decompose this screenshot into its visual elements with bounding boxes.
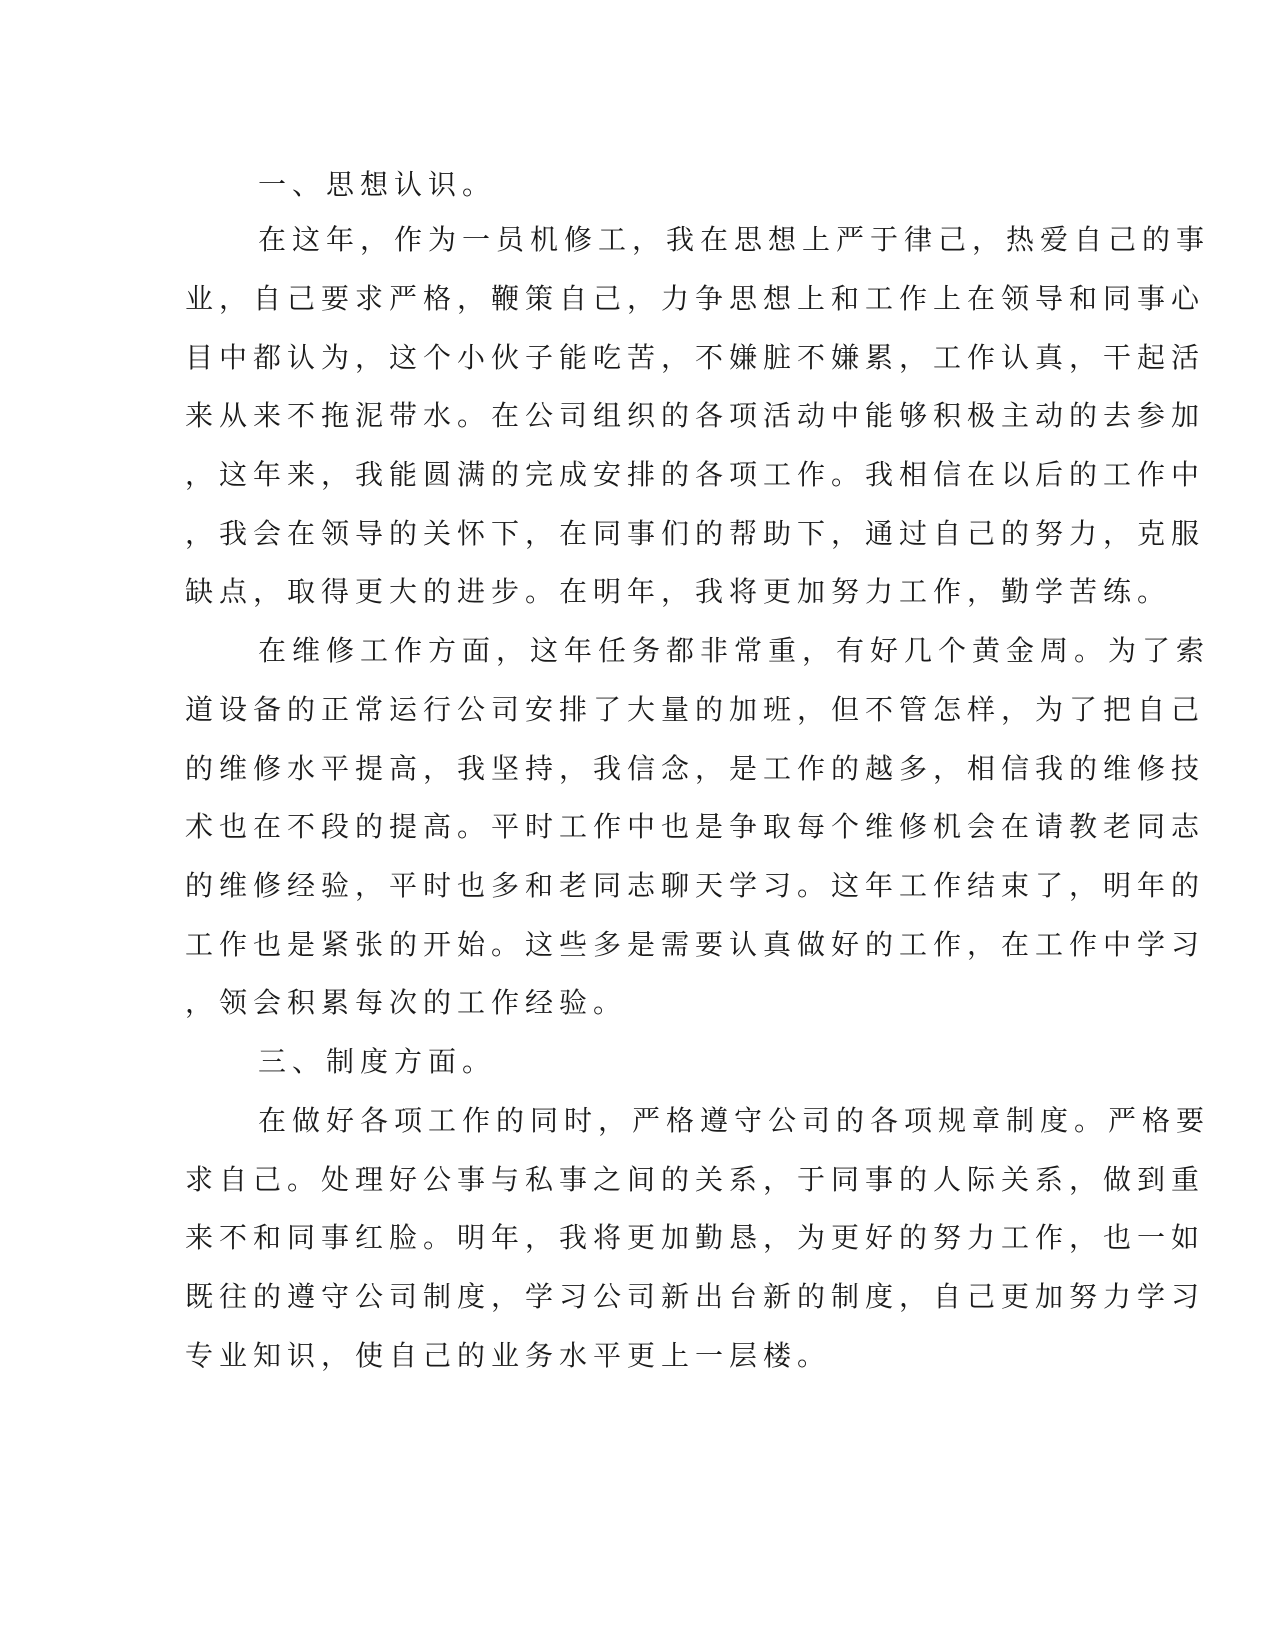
paragraph-line: 业，自己要求严格，鞭策自己，力争思想上和工作上在领导和同事心 [185,282,1206,315]
paragraph-line: 来不和同事红脸。明年，我将更加勤恳，为更好的努力工作，也一如 [185,1221,1206,1254]
paragraph-line: 既往的遵守公司制度，学习公司新出台新的制度，自己更加努力学习 [185,1280,1206,1313]
paragraph-line: ，我会在领导的关怀下，在同事们的帮助下，通过自己的努力，克服 [185,517,1206,550]
paragraph-line: 求自己。处理好公事与私事之间的关系，于同事的人际关系，做到重 [185,1163,1206,1196]
paragraph-line: 工作也是紧张的开始。这些多是需要认真做好的工作，在工作中学习 [185,928,1206,961]
paragraph-line: 的维修经验，平时也多和老同志聊天学习。这年工作结束了，明年的 [185,869,1206,902]
paragraph-line: 在这年，作为一员机修工，我在思想上严于律己，热爱自己的事 [258,223,1211,256]
paragraph-line: 在维修工作方面，这年任务都非常重，有好几个黄金周。为了索 [258,634,1211,667]
paragraph-line: ，领会积累每次的工作经验。 [185,986,628,1019]
paragraph-line: ，这年来，我能圆满的完成安排的各项工作。我相信在以后的工作中 [185,458,1206,491]
paragraph-line: 目中都认为，这个小伙子能吃苦，不嫌脏不嫌累，工作认真，干起活 [185,341,1206,374]
paragraph-line: 来从来不拖泥带水。在公司组织的各项活动中能够积极主动的去参加 [185,399,1206,432]
section-heading-1: 一、思想认识。 [258,168,497,201]
paragraph-line: 缺点，取得更大的进步。在明年，我将更加努力工作，勤学苦练。 [185,575,1172,608]
paragraph-line: 专业知识，使自己的业务水平更上一层楼。 [185,1339,832,1372]
section-heading-3: 三、制度方面。 [258,1045,497,1078]
paragraph-line: 在做好各项工作的同时，严格遵守公司的各项规章制度。严格要 [258,1104,1211,1137]
paragraph-line: 道设备的正常运行公司安排了大量的加班，但不管怎样，为了把自己 [185,693,1206,726]
paragraph-line: 的维修水平提高，我坚持，我信念，是工作的越多，相信我的维修技 [185,752,1206,785]
paragraph-line: 术也在不段的提高。平时工作中也是争取每个维修机会在请教老同志 [185,810,1206,843]
